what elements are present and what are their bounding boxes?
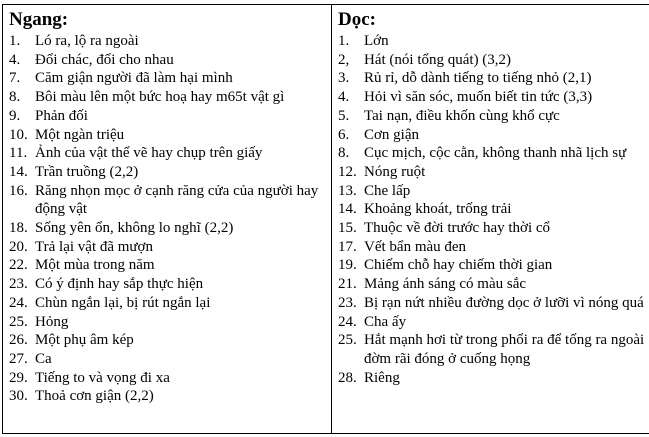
down-clue <box>338 219 649 238</box>
down-clue-number: 1. <box>338 33 350 49</box>
down-clue-number: 8. <box>338 145 350 162</box>
across-clue-text: Một mùa trong năm <box>35 257 155 274</box>
down-clue-text: Thuộc về đời trước hay thời cổ <box>364 220 551 237</box>
across-clue <box>9 88 325 107</box>
across-clue <box>9 182 325 219</box>
across-clue-number: 16. <box>9 182 28 199</box>
down-clue-number: 28. <box>338 369 357 386</box>
across-clue-text: Trần truồng (2,2) <box>35 163 139 180</box>
down-heading: Dọc: <box>338 9 376 30</box>
across-clue <box>9 275 325 294</box>
across-clue-text: Chùn ngắn lại, bị rút ngắn lại <box>35 294 211 311</box>
down-clue <box>338 369 649 388</box>
across-clue-number: 4. <box>9 51 21 68</box>
down-clue-text: Lớn <box>364 33 389 49</box>
across-clue-text: Có ý định hay sắp thực hiện <box>35 276 204 293</box>
down-clue <box>338 32 649 51</box>
across-clue-number: 25. <box>9 313 28 330</box>
down-clue-text: Rủ rỉ, dỗ dành tiếng to tiếng nhỏ (2,1) <box>364 70 592 87</box>
down-clue-text: Cha ấy <box>364 313 407 330</box>
down-clue-text: Chiếm chỗ hay chiếm thời gian <box>364 257 553 274</box>
across-clue-text: Sống yên ổn, không lo nghĩ (2,2) <box>35 220 234 237</box>
across-clue-number: 8. <box>9 89 21 106</box>
down-clue-number: 14. <box>338 201 357 218</box>
down-clue-list <box>338 32 649 387</box>
across-clue-number: 23. <box>9 276 28 293</box>
down-clue <box>338 294 649 313</box>
across-clue-number: 20. <box>9 238 28 255</box>
across-clue <box>9 144 325 163</box>
across-clue <box>9 387 325 406</box>
down-clue-number: 24. <box>338 313 357 330</box>
down-clue <box>338 51 649 70</box>
clue-table-row <box>3 5 649 434</box>
across-clue <box>9 238 325 257</box>
across-clue-number: 11. <box>9 145 28 162</box>
across-clue-number: 7. <box>9 70 21 87</box>
across-clue-text: Răng nhọn mọc ở cạnh răng cửa của người hay động vật <box>35 182 319 218</box>
across-clue <box>9 294 325 313</box>
down-clue <box>338 126 649 145</box>
across-clue-number: 10. <box>9 126 28 143</box>
down-clue <box>338 69 649 88</box>
across-clue <box>9 350 325 369</box>
across-clue-text: Bôi màu lên một bức hoạ hay m65t vật gì <box>35 89 285 106</box>
across-clue-number: 9. <box>9 107 21 124</box>
down-clue-text: Hỏi vì săn sóc, muốn biết tin tức (3,3) <box>364 89 593 106</box>
across-clue-text: Tiếng to và vọng đi xa <box>35 369 170 386</box>
across-clue <box>9 219 325 238</box>
down-clue <box>338 200 649 219</box>
across-column <box>3 5 332 434</box>
down-clue-text: Cục mịch, cộc cằn, không thanh nhã lịch sự <box>364 145 627 162</box>
down-clue-number: 15. <box>338 220 357 237</box>
across-clue-text: Đổi chác, đổi cho nhau <box>35 51 174 68</box>
down-clue-number: 19. <box>338 257 357 274</box>
crossword-clue-table <box>2 4 649 434</box>
across-clue-number: 18. <box>9 220 28 237</box>
down-clue-number: 3. <box>338 70 350 87</box>
across-clue-number: 26. <box>9 332 28 349</box>
down-column <box>332 5 649 434</box>
across-clue-number: 30. <box>9 388 28 405</box>
down-clue-number: 4. <box>338 89 350 106</box>
down-clue-number: 2, <box>338 51 350 68</box>
across-clue <box>9 313 325 332</box>
down-clue <box>338 256 649 275</box>
across-clue-number: 22. <box>9 257 28 274</box>
down-clue <box>338 275 649 294</box>
down-clue-number: 5. <box>338 107 350 124</box>
down-clue <box>338 144 649 163</box>
down-clue-text: Mảng ánh sáng có màu sắc <box>364 276 527 293</box>
across-clue-number: 1. <box>9 33 21 49</box>
down-clue <box>338 313 649 332</box>
across-clue <box>9 369 325 388</box>
across-clue <box>9 51 325 70</box>
across-clue-text: Thoả cơn giận (2,2) <box>35 388 154 405</box>
down-clue-text: Hát (nói tổng quát) (3,2) <box>364 51 512 68</box>
down-clue-text: Cơn giận <box>364 126 420 143</box>
across-clue-number: 27. <box>9 350 28 367</box>
down-clue <box>338 331 649 368</box>
down-clue-text: Riêng <box>364 369 400 386</box>
across-clue-text: Một phụ âm kép <box>35 332 134 349</box>
across-clue <box>9 331 325 350</box>
down-clue <box>338 107 649 126</box>
down-clue-number: 13. <box>338 182 357 199</box>
across-clue-text: Trả lại vật đã mượn <box>35 238 153 255</box>
across-clue <box>9 163 325 182</box>
down-clue-number: 6. <box>338 126 350 143</box>
down-clue-number: 21. <box>338 276 357 293</box>
across-clue <box>9 32 325 51</box>
across-clue-list <box>9 32 325 406</box>
down-clue <box>338 238 649 257</box>
down-clue-text: Khoảng khoát, trống trải <box>364 201 512 218</box>
down-clue-text: Hắt mạnh hơi từ trong phổi ra để tống ra ngoài đờm rãi đóng ở cuống họng <box>364 332 645 367</box>
down-clue-text: Bị rạn nứt nhiều đường dọc ở lưỡi vì nóng quá <box>364 294 644 311</box>
across-heading: Ngang: <box>9 9 69 30</box>
across-clue-text: Phản đối <box>35 107 88 124</box>
across-clue-text: Ảnh của vật thể vẽ hay chụp trên giấy <box>35 145 263 162</box>
down-clue-number: 25. <box>338 332 357 349</box>
across-clue-text: Hỏng <box>35 313 69 330</box>
down-clue <box>338 182 649 201</box>
across-clue <box>9 107 325 126</box>
down-clue-text: Che lấp <box>364 182 411 199</box>
across-clue-text: Ca <box>35 350 52 367</box>
across-clue-number: 24. <box>9 294 28 311</box>
across-clue-text: Ló ra, lộ ra ngoài <box>35 33 139 49</box>
down-clue-number: 17. <box>338 238 357 255</box>
across-clue-number: 29. <box>9 369 28 386</box>
across-clue-text: Một ngàn triệu <box>35 126 125 143</box>
down-clue <box>338 88 649 107</box>
across-clue <box>9 256 325 275</box>
across-clue-text: Căm giận người đã làm hại mình <box>35 70 233 87</box>
down-clue-text: Nóng ruột <box>364 163 426 180</box>
down-clue-number: 23. <box>338 294 357 311</box>
down-clue <box>338 163 649 182</box>
across-clue <box>9 69 325 88</box>
down-clue-text: Vết bẩn màu đen <box>364 238 467 255</box>
down-clue-text: Tai nạn, điều khốn cùng khổ cực <box>364 107 560 124</box>
across-clue-number: 14. <box>9 163 28 180</box>
down-clue-number: 12. <box>338 163 357 180</box>
across-clue <box>9 126 325 145</box>
